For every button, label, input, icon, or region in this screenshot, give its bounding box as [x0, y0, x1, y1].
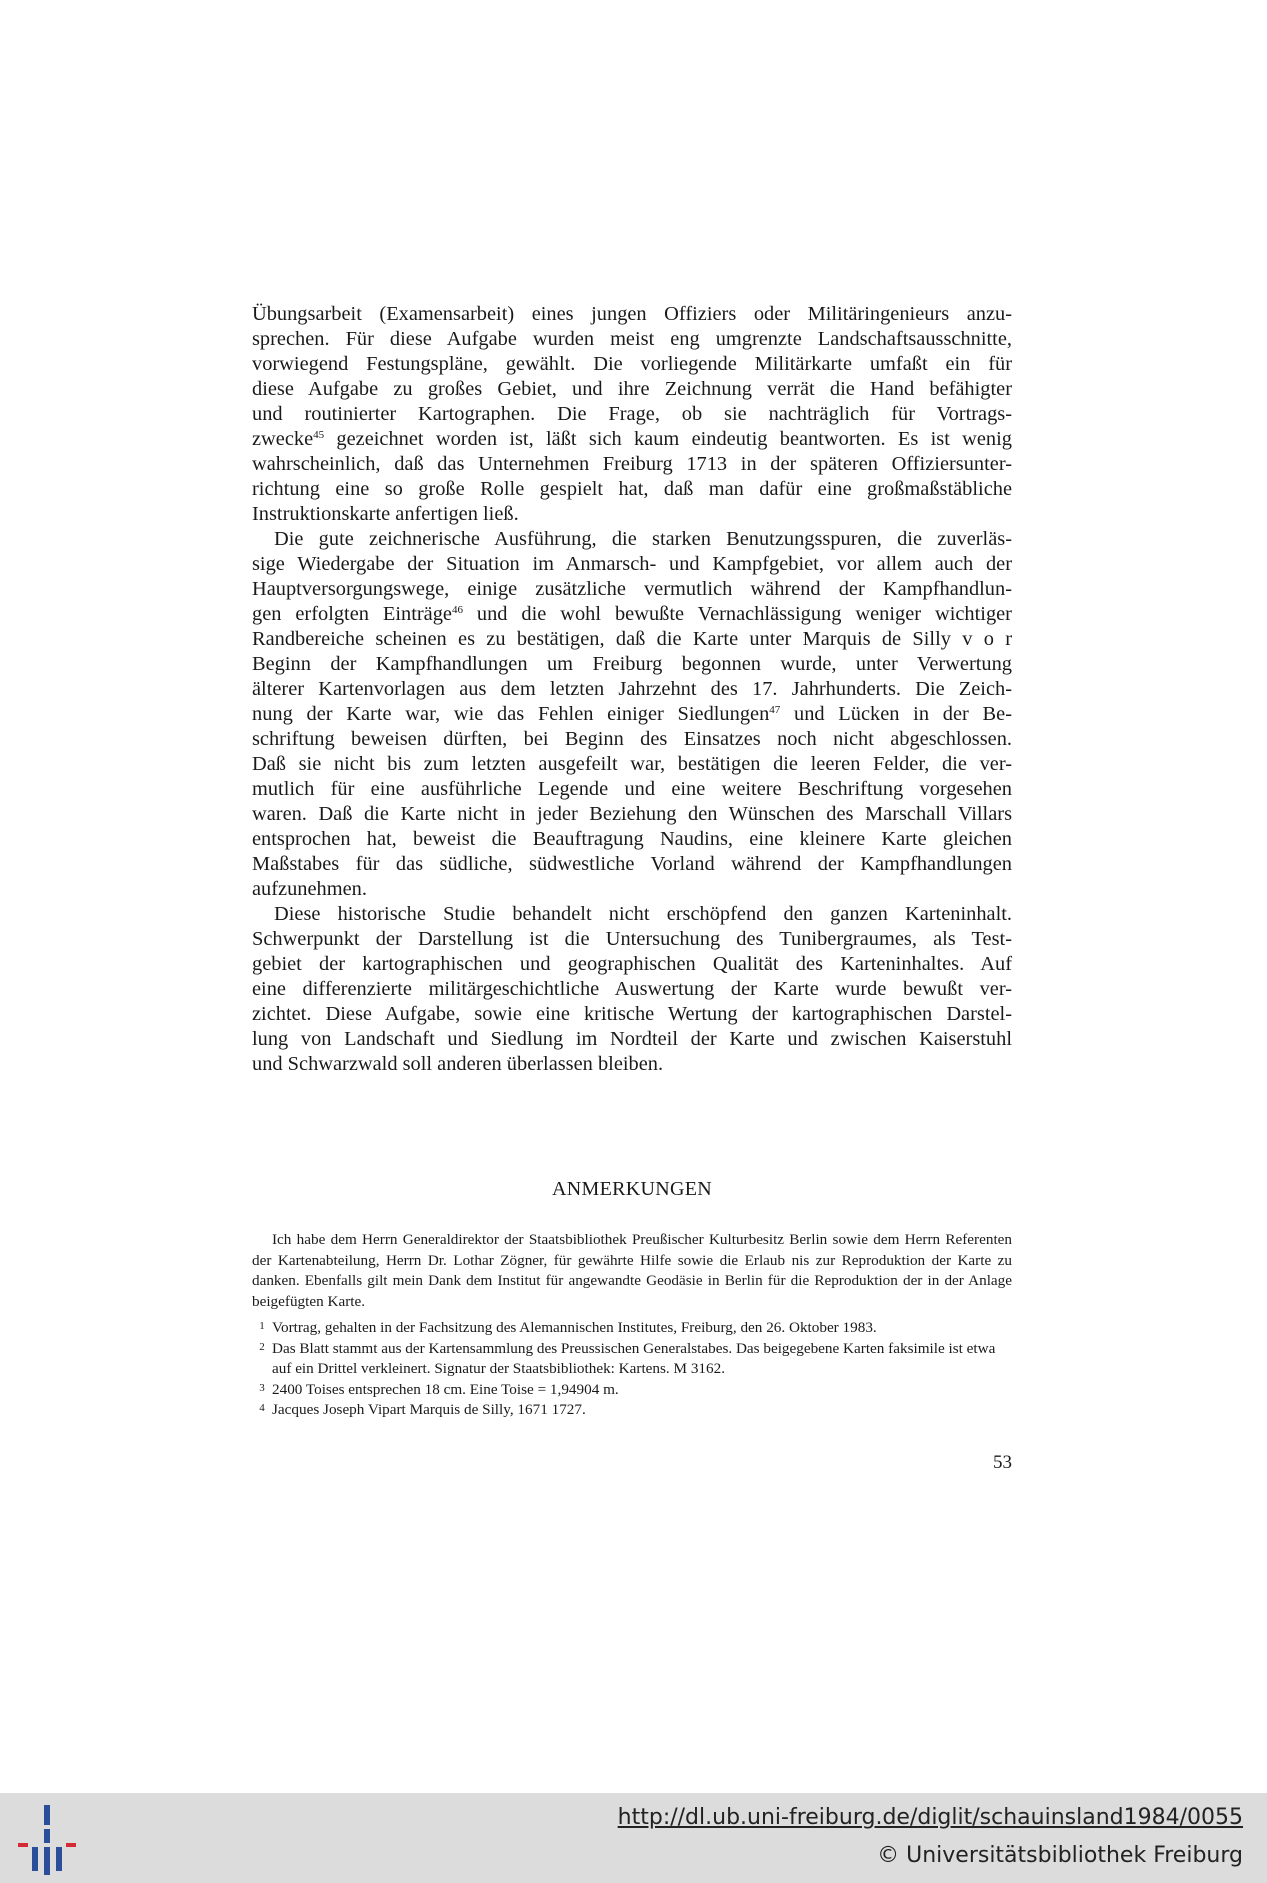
- body-paragraph: [252, 527, 1012, 902]
- footnote-text: Vortrag, gehalten in der Fachsitzung des Alemannischen Institutes, Freiburg, den 26. Oktober 1983.: [272, 1319, 877, 1336]
- text-line: Schwerpunkt der Darstellung ist die Untersuchung des Tunibergraumes, als Test-: [252, 928, 1012, 950]
- text-line: lung von Landschaft und Siedlung im Nordteil der Karte und zwischen Kaiserstuhl: [252, 1028, 1012, 1050]
- text-line: älterer Kartenvorlagen aus dem letzten Jahrzehnt des 17. Jahrhunderts. Die Zeich-: [252, 678, 1012, 700]
- text-line: Daß sie nicht bis zum letzten ausgefeilt war, bestätigen die leeren Felder, die ver-: [252, 753, 1012, 775]
- body-paragraph: [252, 302, 1012, 527]
- text-line: mutlich für eine ausführliche Legende und eine weitere Beschriftung vorgesehen: [252, 778, 1012, 800]
- text-line: diese Aufgabe zu großes Gebiet, und ihre Zeichnung verrät die Hand befähigter: [252, 378, 1012, 400]
- text-line: Übungsarbeit (Examensarbeit) eines jungen Offiziers oder Militäringenieurs anzu-: [252, 303, 1012, 325]
- text-line: Diese historische Studie behandelt nicht erschöpfend den ganzen Karteninhalt.: [274, 903, 1012, 925]
- university-library-logo-icon: [14, 1803, 80, 1877]
- footnote-reference: 46: [451, 604, 463, 616]
- footnote-3: [252, 1380, 1012, 1401]
- text-line: gebiet der kartographischen und geographischen Qualität des Karteninhaltes. Auf: [252, 953, 1012, 975]
- text-line: richtung eine so große Rolle gespielt hat, daß man dafür eine großmaßstäbliche: [252, 478, 1012, 500]
- text-line: Randbereiche scheinen es zu bestätigen, daß die Karte unter Marquis de Silly v o r: [252, 628, 1012, 650]
- footnote-text: 2400 Toises entsprechen 18 cm. Eine Toise = 1,94904 m.: [272, 1380, 619, 1398]
- footnote-1: [252, 1318, 1012, 1339]
- text-line: Instruktionskarte anfertigen ließ.: [252, 503, 519, 525]
- footer-bar: [0, 1793, 1267, 1883]
- footnote-number: 4: [259, 1402, 265, 1414]
- notes-heading: ANMERKUNGEN: [552, 1178, 712, 1200]
- footnote-number: 3: [259, 1381, 265, 1394]
- text-line: und Schwarzwald soll anderen überlassen bleiben.: [252, 1053, 664, 1075]
- text-line: nung der Karte war, wie das Fehlen einiger Siedlungen$^{47}$ und Lücken in der Be-: [252, 703, 1012, 725]
- footnote-reference: 47: [769, 704, 781, 716]
- footnote-number: 1: [259, 1320, 265, 1332]
- text-line: eine differenzierte militärgeschichtliche Auswertung der Karte wurde bewußt ver-: [252, 978, 1012, 1000]
- acknowledgement: Ich habe dem Herrn Generaldirektor der Staatsbibliothek Preußischer Kulturbesitz Berlin sowie dem Herrn Referenten der Kartenabteilung, Herrn Dr. Lothar Zögner, für gewährte Hilfe sowie die Erlaub nis zur Reproduktion der Karte zu danken. Ebenfalls gilt mein Dank dem Institut für angewandte Geodäsie in Berlin für die Reproduktion der in der Anlage beigefügten Karte.: [252, 1231, 1012, 1310]
- text-line: Beginn der Kampfhandlungen um Freiburg begonnen wurde, unter Verwertung: [252, 653, 1012, 675]
- text-line: sprechen. Für diese Aufgabe wurden meist eng umgrenzte Landschaftsausschnitte,: [252, 328, 1012, 350]
- text-line: entsprochen hat, beweist die Beauftragung Naudins, eine kleinere Karte gleichen: [252, 828, 1012, 850]
- body-text: [252, 302, 1012, 1077]
- notes-section: [252, 1230, 1012, 1421]
- text-line: gen erfolgten Einträge$^{46}$ und die wohl bewußte Vernachlässigung weniger wichtiger: [252, 603, 1012, 625]
- source-url-link[interactable]: http://dl.ub.uni-freiburg.de/diglit/schauinsland1984/0055: [617, 1805, 1243, 1830]
- text-line: zwecke$^{45}$ gezeichnet worden ist, läßt sich kaum eindeutig beantworten. Es ist wenig: [252, 428, 1012, 450]
- footnote-text: Jacques Joseph Vipart Marquis de Silly, 1671 1727.: [272, 1401, 586, 1418]
- text-line: sige Wiedergabe der Situation im Anmarsch- und Kampfgebiet, vor allem auch der: [252, 553, 1012, 575]
- text-line: Hauptversorgungswege, einige zusätzliche vermutlich während der Kampfhandlun-: [252, 578, 1012, 600]
- text-line: waren. Daß die Karte nicht in jeder Beziehung den Wünschen des Marschall Villars: [252, 803, 1012, 825]
- footnote-2: [252, 1339, 1012, 1380]
- page-number: 53: [993, 1452, 1012, 1473]
- body-paragraph: [252, 902, 1012, 1077]
- text-line: wahrscheinlich, daß das Unternehmen Freiburg 1713 in der späteren Offiziersunter-: [252, 453, 1012, 475]
- text-line: Maßstabes für das südliche, südwestliche Vorland während der Kampfhandlungen: [252, 853, 1012, 875]
- text-line: Die gute zeichnerische Ausführung, die starken Benutzungsspuren, die zuverläs-: [274, 528, 1012, 550]
- text-line: und routinierter Kartographen. Die Frage, ob sie nachträglich für Vortrags-: [252, 403, 1012, 425]
- footnote-4: [252, 1400, 1012, 1421]
- text-line: vorwiegend Festungspläne, gewählt. Die vorliegende Militärkarte umfaßt ein für: [252, 353, 1012, 375]
- footnote-reference: 45: [313, 429, 325, 441]
- text-line: schriftung beweisen dürften, bei Beginn des Einsatzes noch nicht abgeschlossen.: [252, 728, 1012, 750]
- footnote-number: 2: [259, 1340, 265, 1353]
- footnote-text: Das Blatt stammt aus der Kartensammlung des Preussischen Generalstabes. Das beigegebene Karten faksimile ist etwa auf ein Drittel verkleinert. Signatur der Staatsbibliothek: Kartens. M 3162.: [272, 1339, 996, 1377]
- text-line: zichtet. Diese Aufgabe, sowie eine kritische Wertung der kartographischen Darstel-: [252, 1003, 1012, 1025]
- text-line: aufzunehmen.: [252, 878, 367, 900]
- copyright-text: © Universitätsbibliothek Freiburg: [877, 1843, 1243, 1868]
